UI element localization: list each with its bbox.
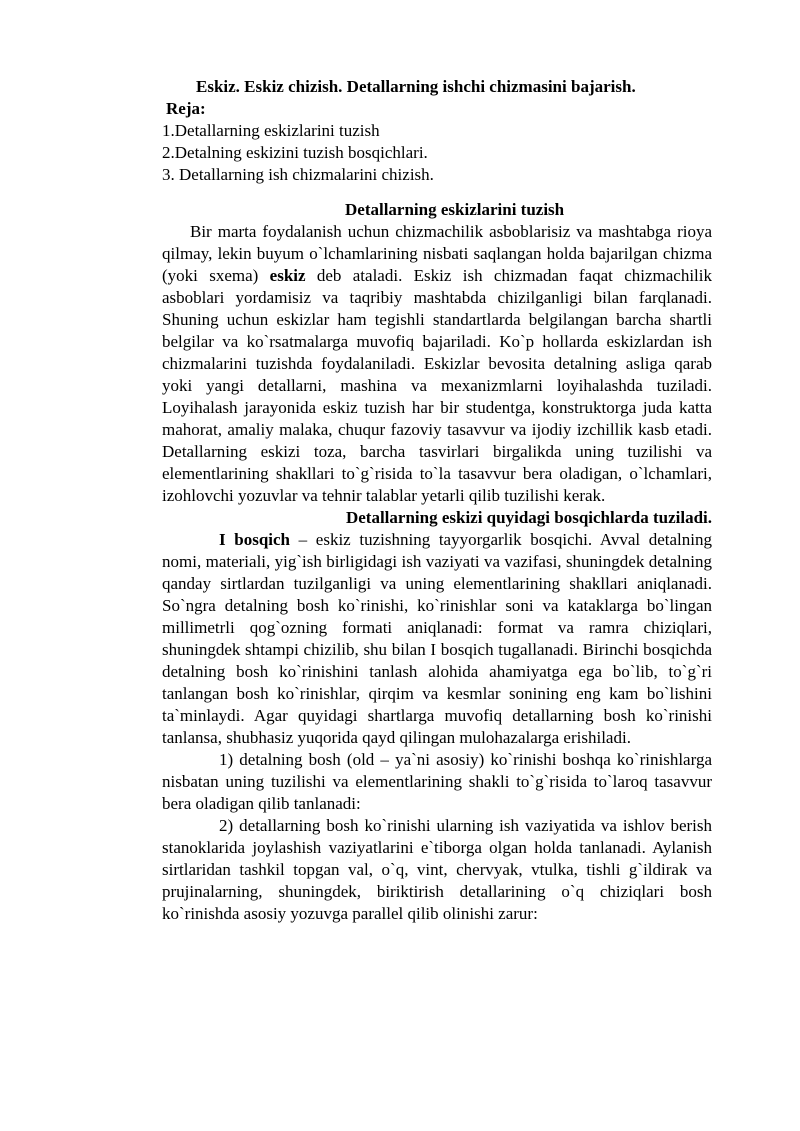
paragraph	[162, 221, 712, 507]
list-item: 2) detallarning bosh ko`rinishi ularning ish vaziyatida va ishlov berish stanoklarida joylashish vaziyatlarini e`tiborga olgan holda tanlanadi. Aylanish sirtlaridan tashkil topgan val, o`q, vint, chervyak, vtulka, tishli g`ildirak va prujinalarning, shuningdek, biriktirish detallarining o`q chiziqlari bosh ko`rinishda asosiy yozuvga parallel qilib olinishi zarur:	[162, 816, 712, 923]
plan-item: 3. Detallarning ish chizmalarini chizish.	[162, 165, 434, 184]
stage-label: I bosqich	[219, 530, 291, 549]
plan-label: Reja:	[166, 99, 206, 118]
document-page	[162, 76, 712, 925]
paragraph	[162, 529, 712, 749]
plan-item: 2.Detalning eskizini tuzish bosqichlari.	[162, 143, 428, 162]
plan-item: 1.Detallarning eskizlarini tuzish	[162, 121, 380, 140]
section-heading: Detallarning eskizi quyidagi bosqichlarda tuziladi.	[345, 508, 712, 527]
paragraph-text: – eskiz tuzishning tayyorgarlik bosqichi. Avval detalning nomi, materiali, yig`ish birligidagi ish vaziyati va vazifasi, shuningdek detalning qanday sirtlardan tuzilganligi va uning elementlarining shakllari aniqlanadi. So`ngra detalning bosh ko`rinishi, ko`rinishlar soni va kataklarga bo`lingan millimetrli qog`ozning formati aniqlanadi: format va ramra chiziqlari, shuningdek shtampi chizilib, shu bilan I bosqich tugallanadi. Birinchi bosqichda detalning bosh ko`rinishini tanlash alohida ahamiyatga ega bo`lib, to`g`ri tanlangan bosh ko`rinishlar, qirqim va kesmlar sonining eng kam bo`lishini ta`minlaydi. Agar quyidagi shartlarga muvofiq detallarning bosh ko`rinishi tanlansa, shubhasiz yuqorida qayd qilingan mulohazalarga erishiladi.	[162, 530, 712, 747]
paragraph-text: deb ataladi. Eskiz ish chizmadan faqat chizmachilik asboblari yordamisiz va taqribiy mashtabda chizilganligi bilan farqlanadi. Shuning uchun eskizlar ham tegishli standartlarda belgilangan barcha shartli belgilar va ko`rsatmalarga muvofiq bajariladi. Ko`p hollarda eskizlardan ish chizmalarini tuzishda foydalaniladi. Eskizlar bevosita detalning asliga qarab yoki yangi detallarni, mashina va mexanizmlarni loyihalashda tuziladi. Loyihalash jarayonida eskiz tuzish har bir studentga, konstruktorga juda katta mahorat, amaliy malaka, chuqur fazoviy tasavvur va ijodiy izchillik kasb etadi. Detallarning eskizi toza, barcha tasvirlari birgalikda uning tuzilishi va elementlarining shakllari to`g`risida to`la tasavvur bera oladigan, o`lchamlari, izohlovchi yozuvlar va tehnir talablar yetarli qilib tuzilishi kerak.	[162, 266, 713, 505]
section-heading: Detallarning eskizlarini tuzish	[345, 200, 565, 219]
spacer	[162, 186, 712, 199]
paragraph-text: Bir marta foydalanish uchun chizmachilik asboblarisiz va mashtabga rioya qilmay, lekin buyum o`lchamlarining nisbati saqlangan holda bajarilgan chizma (yoki sxema)	[162, 222, 712, 285]
term-bold: eskiz	[269, 266, 306, 285]
document-title: Eskiz. Eskiz chizish. Detallarning ishchi chizmasini bajarish.	[196, 77, 636, 96]
list-item: 1) detalning bosh (old – ya`ni asosiy) ko`rinishi boshqa ko`rinishlarga nisbatan uning tuzilishi va elementlarining shakli to`g`risida to`laroq tasavvur bera oladigan qilib tanlanadi:	[162, 750, 712, 813]
